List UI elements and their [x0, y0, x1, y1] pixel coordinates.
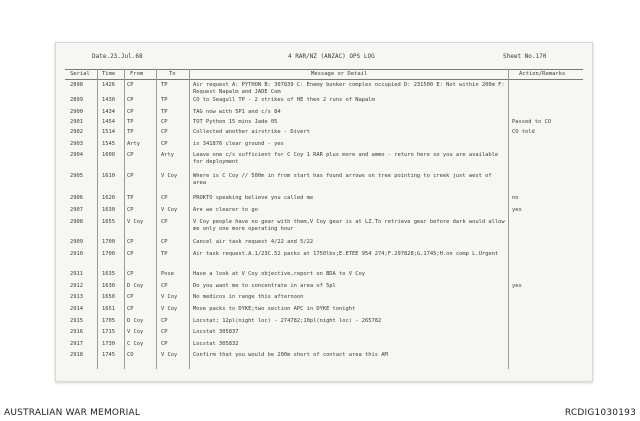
sheet-number: 170	[535, 53, 547, 60]
cell-msg: Do you want me to concentrate in area of 5pl	[193, 282, 336, 289]
cell-serial: 2898	[70, 82, 83, 88]
log-table	[65, 69, 583, 80]
cell-from: TP	[127, 119, 134, 126]
cell-from: C Coy	[127, 340, 144, 347]
cell-msg: TOT Python 15 mins Jade 05	[193, 119, 278, 126]
cell-from: CP	[127, 108, 134, 115]
cell-action: no	[512, 194, 519, 201]
cell-time: 1514	[102, 129, 115, 136]
cell-serial: 2912	[70, 282, 83, 289]
cell-time: 1655	[102, 218, 115, 225]
cell-time: 1430	[102, 97, 115, 104]
cell-serial: 2910	[70, 250, 83, 257]
cell-serial: 2899	[70, 97, 83, 104]
cell-to: CP	[161, 129, 168, 136]
cell-serial: 2914	[70, 306, 83, 312]
cell-serial: 2902	[70, 129, 83, 136]
cell-time: 1434	[102, 108, 115, 115]
cell-from: TP	[127, 129, 134, 136]
cell-time: 1635	[102, 271, 115, 278]
divider	[124, 69, 125, 369]
cell-time: 1700	[102, 239, 115, 246]
cell-to: CP	[161, 218, 168, 225]
cell-msg: Collected another airstrike - Divert	[193, 129, 310, 136]
cell-to: V Coy	[161, 294, 178, 301]
cell-time: 1620	[102, 194, 115, 201]
col-action: Action/Remarks	[519, 71, 566, 77]
cell-time: 1630	[102, 207, 115, 214]
cell-time: 1651	[102, 306, 115, 312]
cell-to: CP	[161, 282, 168, 289]
cell-to: TP	[161, 108, 168, 115]
cell-to: TP	[161, 97, 168, 104]
cell-to: V Coy	[161, 352, 178, 359]
cell-from: V Coy	[127, 329, 144, 336]
cell-msg: V Coy people have no gear with them,V Coy gear is at LZ.To retrieve gear before dark would allow me only one more operating hour	[193, 218, 505, 232]
divider	[156, 69, 157, 369]
cell-time: 1745	[102, 352, 115, 359]
cell-to: Arty	[161, 152, 174, 159]
cell-msg: Cancel air task request 4/22 and 5/22	[193, 239, 314, 246]
footer-record-id: RCDIG1030193	[564, 408, 636, 418]
cell-msg: No medicos in range this afternoon	[193, 294, 304, 301]
cell-time: 1730	[102, 340, 115, 347]
cell-from: CP	[127, 207, 134, 214]
col-time: Time	[102, 71, 116, 77]
col-from: From	[130, 71, 144, 77]
cell-action: CO told	[512, 129, 535, 136]
cell-to: CP	[161, 194, 168, 201]
cell-msg: Air task request.A.1/23C.52 packs at 1750lbs;E.ETEE 954 274;F.297828;G.1745;H.on comp L.Urgent	[193, 250, 499, 257]
cell-from: CP	[127, 294, 134, 301]
cell-serial: 2907	[70, 207, 83, 214]
cell-serial: 2901	[70, 119, 83, 126]
cell-action: yes	[512, 207, 522, 214]
cell-serial: 2918	[70, 352, 83, 359]
cell-time: 1545	[102, 140, 115, 147]
cell-serial: 2904	[70, 152, 83, 159]
sheet-label: Sheet No.	[503, 53, 536, 60]
cell-from: TP	[127, 194, 134, 201]
cell-to: CP	[161, 329, 168, 336]
log-title: 4 RAR/NZ (ANZAC) OPS LOG	[288, 53, 375, 60]
cell-from: CP	[127, 82, 134, 88]
cell-msg: CO to Seagull TP - 2 strikes of HE then 2 runs of Napalm	[193, 97, 375, 104]
cell-msg: Move packs to DYKE;two section APC in DYKE tonight	[193, 306, 356, 312]
cell-from: CP	[127, 97, 134, 104]
cell-time: 1600	[102, 152, 115, 159]
cell-msg: TAG now with 5P1 and c/s 84	[193, 108, 281, 115]
column-headers	[65, 69, 583, 80]
cell-serial: 2903	[70, 140, 83, 147]
cell-time: 1426	[102, 82, 115, 88]
cell-to: CP	[161, 140, 168, 147]
date-field	[92, 53, 143, 60]
cell-serial: 2908	[70, 218, 83, 225]
sheet-number-field	[503, 53, 546, 60]
cell-msg: Locstat 305837	[193, 329, 239, 336]
divider	[189, 69, 190, 369]
cell-to: V Coy	[161, 207, 178, 214]
cell-to: Pose	[161, 271, 174, 278]
cell-from: V Coy	[127, 218, 144, 225]
col-serial: Serial	[70, 71, 90, 77]
cell-serial: 2900	[70, 108, 83, 115]
cell-serial: 2909	[70, 239, 83, 246]
cell-serial: 2917	[70, 340, 83, 347]
cell-from: CP	[127, 271, 134, 278]
cell-msg: PROKTO speaking believe you called me	[193, 194, 314, 201]
date-label: Date.	[92, 53, 111, 60]
cell-from: Arty	[127, 140, 140, 147]
cell-from: D Coy	[127, 282, 144, 289]
divider	[508, 69, 509, 369]
cell-to: V Coy	[161, 172, 178, 179]
cell-from: D Coy	[127, 317, 144, 324]
log-sheet	[55, 42, 593, 382]
cell-time: 1700	[102, 250, 115, 257]
cell-time: 1650	[102, 294, 115, 301]
cell-msg: Confirm that you would be 200m short of contact area this AM	[193, 352, 388, 359]
cell-from: CP	[127, 250, 134, 257]
cell-from: CP	[127, 239, 134, 246]
cell-msg: Are we clearer to go	[193, 207, 258, 214]
cell-to: V Coy	[161, 306, 178, 312]
cell-from: CP	[127, 306, 134, 312]
cell-serial: 2905	[70, 172, 83, 179]
col-to: To	[169, 71, 176, 77]
cell-time: 1715	[102, 329, 115, 336]
cell-to: TP	[161, 250, 168, 257]
cell-action: Passed to CO	[512, 119, 551, 126]
footer-institution: AUSTRALIAN WAR MEMORIAL	[4, 408, 141, 418]
cell-from: CP	[127, 152, 134, 159]
cell-to: CP	[161, 317, 168, 324]
cell-time: 1630	[102, 282, 115, 289]
cell-to: CP	[161, 119, 168, 126]
cell-action: yes	[512, 282, 522, 289]
cell-msg: Air request A: PYTHON B: 307839 C: Enemy bunker complex occupied D: 231500 E: Not within 200m F: Request Napalm and JADE Com	[193, 82, 505, 95]
cell-msg: Where is C Coy // 500m in from start has found arrows on tree pointing to creek just west of area	[193, 172, 492, 186]
cell-to: CP	[161, 239, 168, 246]
cell-serial: 2913	[70, 294, 83, 301]
cell-time: 1454	[102, 119, 115, 126]
cell-from: CP	[127, 172, 134, 179]
cell-msg: Locstat; 12pl(night loc) - 274782;10pl(night loc) - 265782	[193, 317, 382, 324]
cell-msg: Locstat 305832	[193, 340, 239, 347]
cell-msg: Leave one c/s sufficient for C Coy 1 RAR plus more and ammo - return here so you are available for deployment	[193, 152, 499, 166]
cell-time: 1610	[102, 172, 115, 179]
cell-serial: 2915	[70, 317, 83, 324]
cell-msg: is 341876 clear ground - yes	[193, 140, 284, 147]
cell-msg: Have a look at V Coy objective,report on BDA to V Coy	[193, 271, 366, 278]
date-value: 23.Jul.68	[110, 53, 143, 60]
cell-to: CP	[161, 340, 168, 347]
cell-to: TP	[161, 82, 168, 88]
cell-serial: 2916	[70, 329, 83, 336]
cell-time: 1705	[102, 317, 115, 324]
cell-serial: 2911	[70, 271, 83, 278]
col-message: Message or Detail	[311, 71, 368, 77]
cell-from: CO	[127, 352, 134, 359]
cell-serial: 2906	[70, 194, 83, 201]
